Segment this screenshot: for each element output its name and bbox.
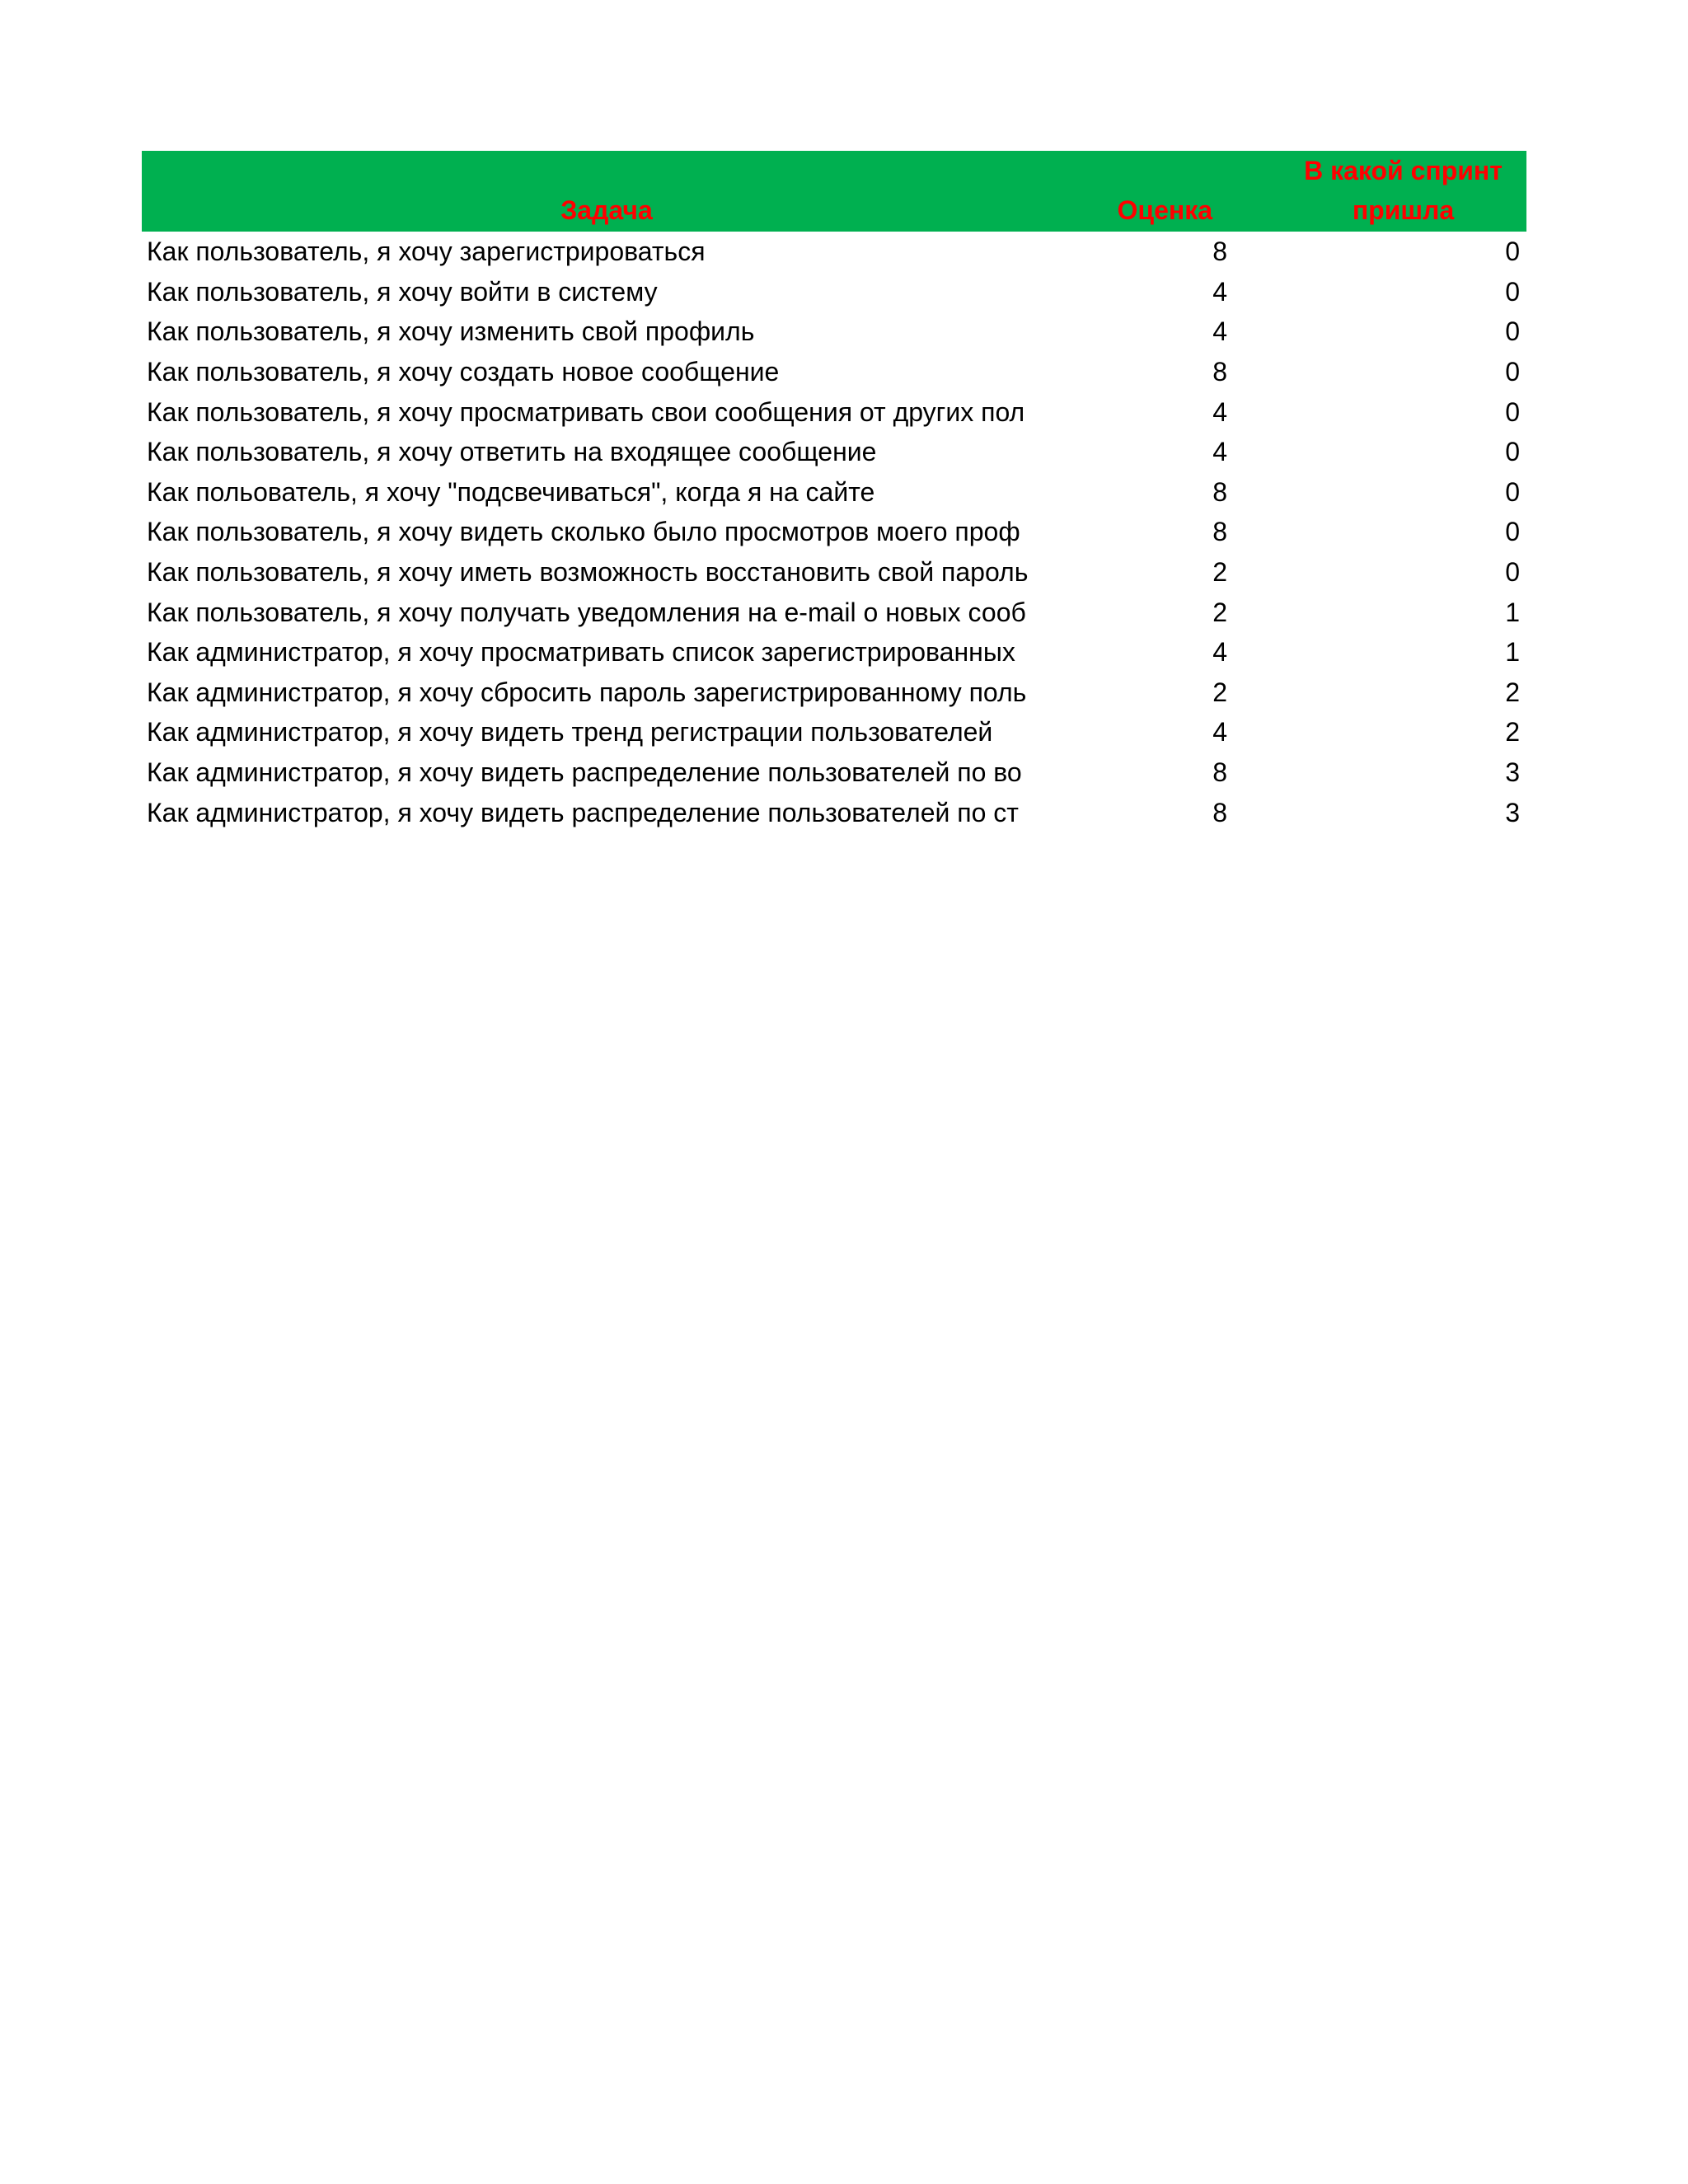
table-row	[142, 752, 1526, 793]
sprint-cell[interactable]: 2	[1505, 677, 1520, 707]
table-row	[142, 673, 1526, 713]
header-sprint[interactable]: В какой спринт пришла	[1234, 151, 1526, 232]
estimate-cell[interactable]: 4	[1212, 717, 1227, 748]
table-row	[142, 472, 1526, 513]
sprint-cell[interactable]: 0	[1505, 476, 1520, 507]
task-cell[interactable]: Как пользователь, я хочу зарегистрироваться	[147, 237, 706, 267]
estimate-cell[interactable]: 8	[1212, 757, 1227, 788]
task-cell[interactable]: Как пользователь, я хочу изменить свой профиль	[147, 316, 755, 347]
table-row	[142, 712, 1526, 752]
task-cell[interactable]: Как польователь, я хочу "подсвечиваться", когда я на сайте	[147, 476, 875, 507]
table-row	[142, 792, 1526, 832]
backlog-table	[142, 151, 1526, 832]
estimate-cell[interactable]: 4	[1212, 276, 1227, 307]
task-cell[interactable]: Как пользователь, я хочу просматривать свои сообщения от других пол	[147, 396, 1025, 427]
estimate-cell[interactable]: 8	[1212, 357, 1227, 387]
sprint-cell[interactable]: 2	[1505, 717, 1520, 748]
task-cell[interactable]: Как администратор, я хочу видеть распределение пользователей по во	[147, 757, 1022, 788]
estimate-cell[interactable]: 4	[1212, 637, 1227, 668]
table-row	[142, 352, 1526, 392]
sprint-cell[interactable]: 1	[1505, 597, 1520, 627]
sprint-cell[interactable]: 3	[1505, 797, 1520, 827]
task-cell[interactable]: Как администратор, я хочу видеть распределение пользователей по ст	[147, 797, 1019, 827]
header-task[interactable]: Задача	[142, 151, 1071, 232]
sprint-cell[interactable]: 0	[1505, 276, 1520, 307]
task-cell[interactable]: Как пользователь, я хочу видеть сколько было просмотров моего проф	[147, 517, 1020, 547]
estimate-cell[interactable]: 8	[1212, 476, 1227, 507]
task-cell[interactable]: Как администратор, я хочу сбросить пароль зарегистрированному поль	[147, 677, 1027, 707]
task-cell[interactable]: Как пользователь, я хочу получать уведомления на e-mail о новых сооб	[147, 597, 1026, 627]
sprint-cell[interactable]: 3	[1505, 757, 1520, 788]
table-row	[142, 232, 1526, 272]
table-row	[142, 592, 1526, 632]
table-row	[142, 512, 1526, 552]
task-cell[interactable]: Как администратор, я хочу просматривать список зарегистрированных	[147, 637, 1015, 668]
estimate-cell[interactable]: 8	[1212, 797, 1227, 827]
estimate-cell[interactable]: 4	[1212, 316, 1227, 347]
sprint-cell[interactable]: 0	[1505, 357, 1520, 387]
table-row	[142, 632, 1526, 673]
task-cell[interactable]: Как пользователь, я хочу ответить на входящее сообщение	[147, 437, 877, 467]
estimate-cell[interactable]: 2	[1212, 557, 1227, 588]
estimate-cell[interactable]: 4	[1212, 396, 1227, 427]
task-cell[interactable]: Как пользователь, я хочу войти в систему	[147, 276, 658, 307]
table-row	[142, 272, 1526, 312]
sprint-cell[interactable]: 1	[1505, 637, 1520, 668]
sprint-cell[interactable]: 0	[1505, 437, 1520, 467]
sprint-cell[interactable]: 0	[1505, 316, 1520, 347]
table-row	[142, 432, 1526, 472]
task-cell[interactable]: Как администратор, я хочу видеть тренд регистрации пользователей	[147, 717, 993, 748]
table-row	[142, 552, 1526, 593]
table-row	[142, 312, 1526, 352]
table-row	[142, 391, 1526, 432]
task-cell[interactable]: Как пользователь, я хочу создать новое сообщение	[147, 357, 780, 387]
estimate-cell[interactable]: 8	[1212, 517, 1227, 547]
header-row	[142, 151, 1526, 232]
estimate-cell[interactable]: 4	[1212, 437, 1227, 467]
estimate-cell[interactable]: 2	[1212, 597, 1227, 627]
estimate-cell[interactable]: 8	[1212, 237, 1227, 267]
sprint-cell[interactable]: 0	[1505, 557, 1520, 588]
estimate-cell[interactable]: 2	[1212, 677, 1227, 707]
header-estimate[interactable]: Оценка	[1071, 151, 1234, 232]
sprint-cell[interactable]: 0	[1505, 396, 1520, 427]
sprint-cell[interactable]: 0	[1505, 517, 1520, 547]
task-cell[interactable]: Как пользователь, я хочу иметь возможность восстановить свой пароль	[147, 557, 1029, 588]
sprint-cell[interactable]: 0	[1505, 237, 1520, 267]
